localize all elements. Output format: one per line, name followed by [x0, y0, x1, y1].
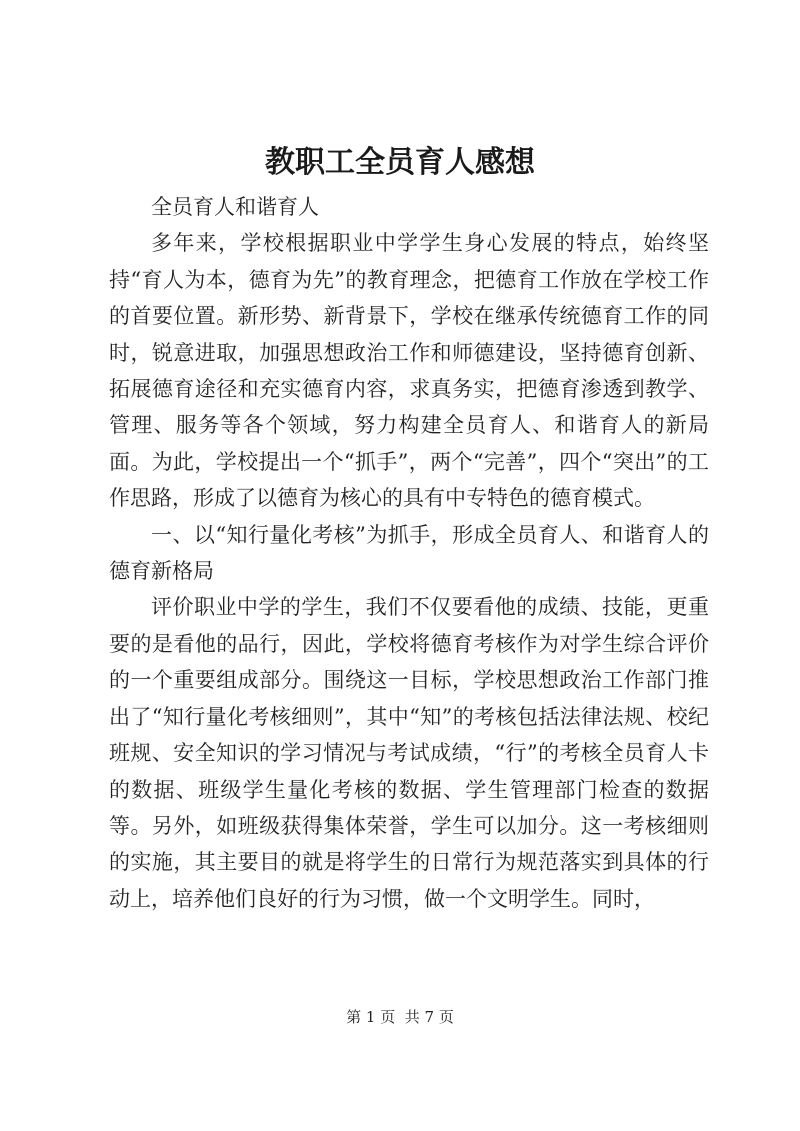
section-heading-paragraph: 一、以“知行量化考核”为抓手，形成全员育人、和谐育人的德育新格局 [109, 522, 709, 584]
body-paragraph: 多年来，学校根据职业中学学生身心发展的特点，始终坚持“育人为本，德育为先”的教育理念，把德育工作放在学校工作的首要位置。新形势、新背景下，学校在继承传统德育工作的同时，锐意进取，加强思想政治工作和师德建设，坚持德育创新、拓展德育途径和充实德育内容，求真务实，把德育渗透到教学、管理、服务等各个领域，努力构建全员育人、和谐育人的新局面。为此，学校提出一个“抓手”，两个“完善”，四个“突出”的工作思路，形成了以德育为核心的具有中专特色的德育模式。 [109, 231, 709, 511]
document-body [109, 189, 709, 917]
page-footer [0, 1006, 800, 1028]
footer-spacer [395, 1008, 405, 1026]
page-number: 第 1 页 [346, 1008, 396, 1026]
subtitle-paragraph: 全员育人和谐育人 [151, 195, 319, 219]
body-paragraph: 评价职业中学的学生，我们不仅要看他的成绩、技能，更重要的是看他的品行，因此，学校将德育考核作为对学生综合评价的一个重要组成部分。围绕这一目标，学校思想政治工作部门推出了“知行量化考核细则”，其中“知”的考核包括法律法规、校纪班规、安全知识的学习情况与考试成绩，“行”的考核全员育人卡的数据、班级学生量化考核的数据、学生管理部门检查的数据等。另外，如班级获得集体荣誉，学生可以加分。这一考核细则的实施，其主要目的就是将学生的日常行为规范落实到具体的行动上，培养他们良好的行为习惯，做一个文明学生。同时， [109, 595, 709, 911]
total-pages: 共 7 页 [404, 1008, 454, 1026]
document-title: 教职工全员育人感想 [265, 145, 535, 180]
